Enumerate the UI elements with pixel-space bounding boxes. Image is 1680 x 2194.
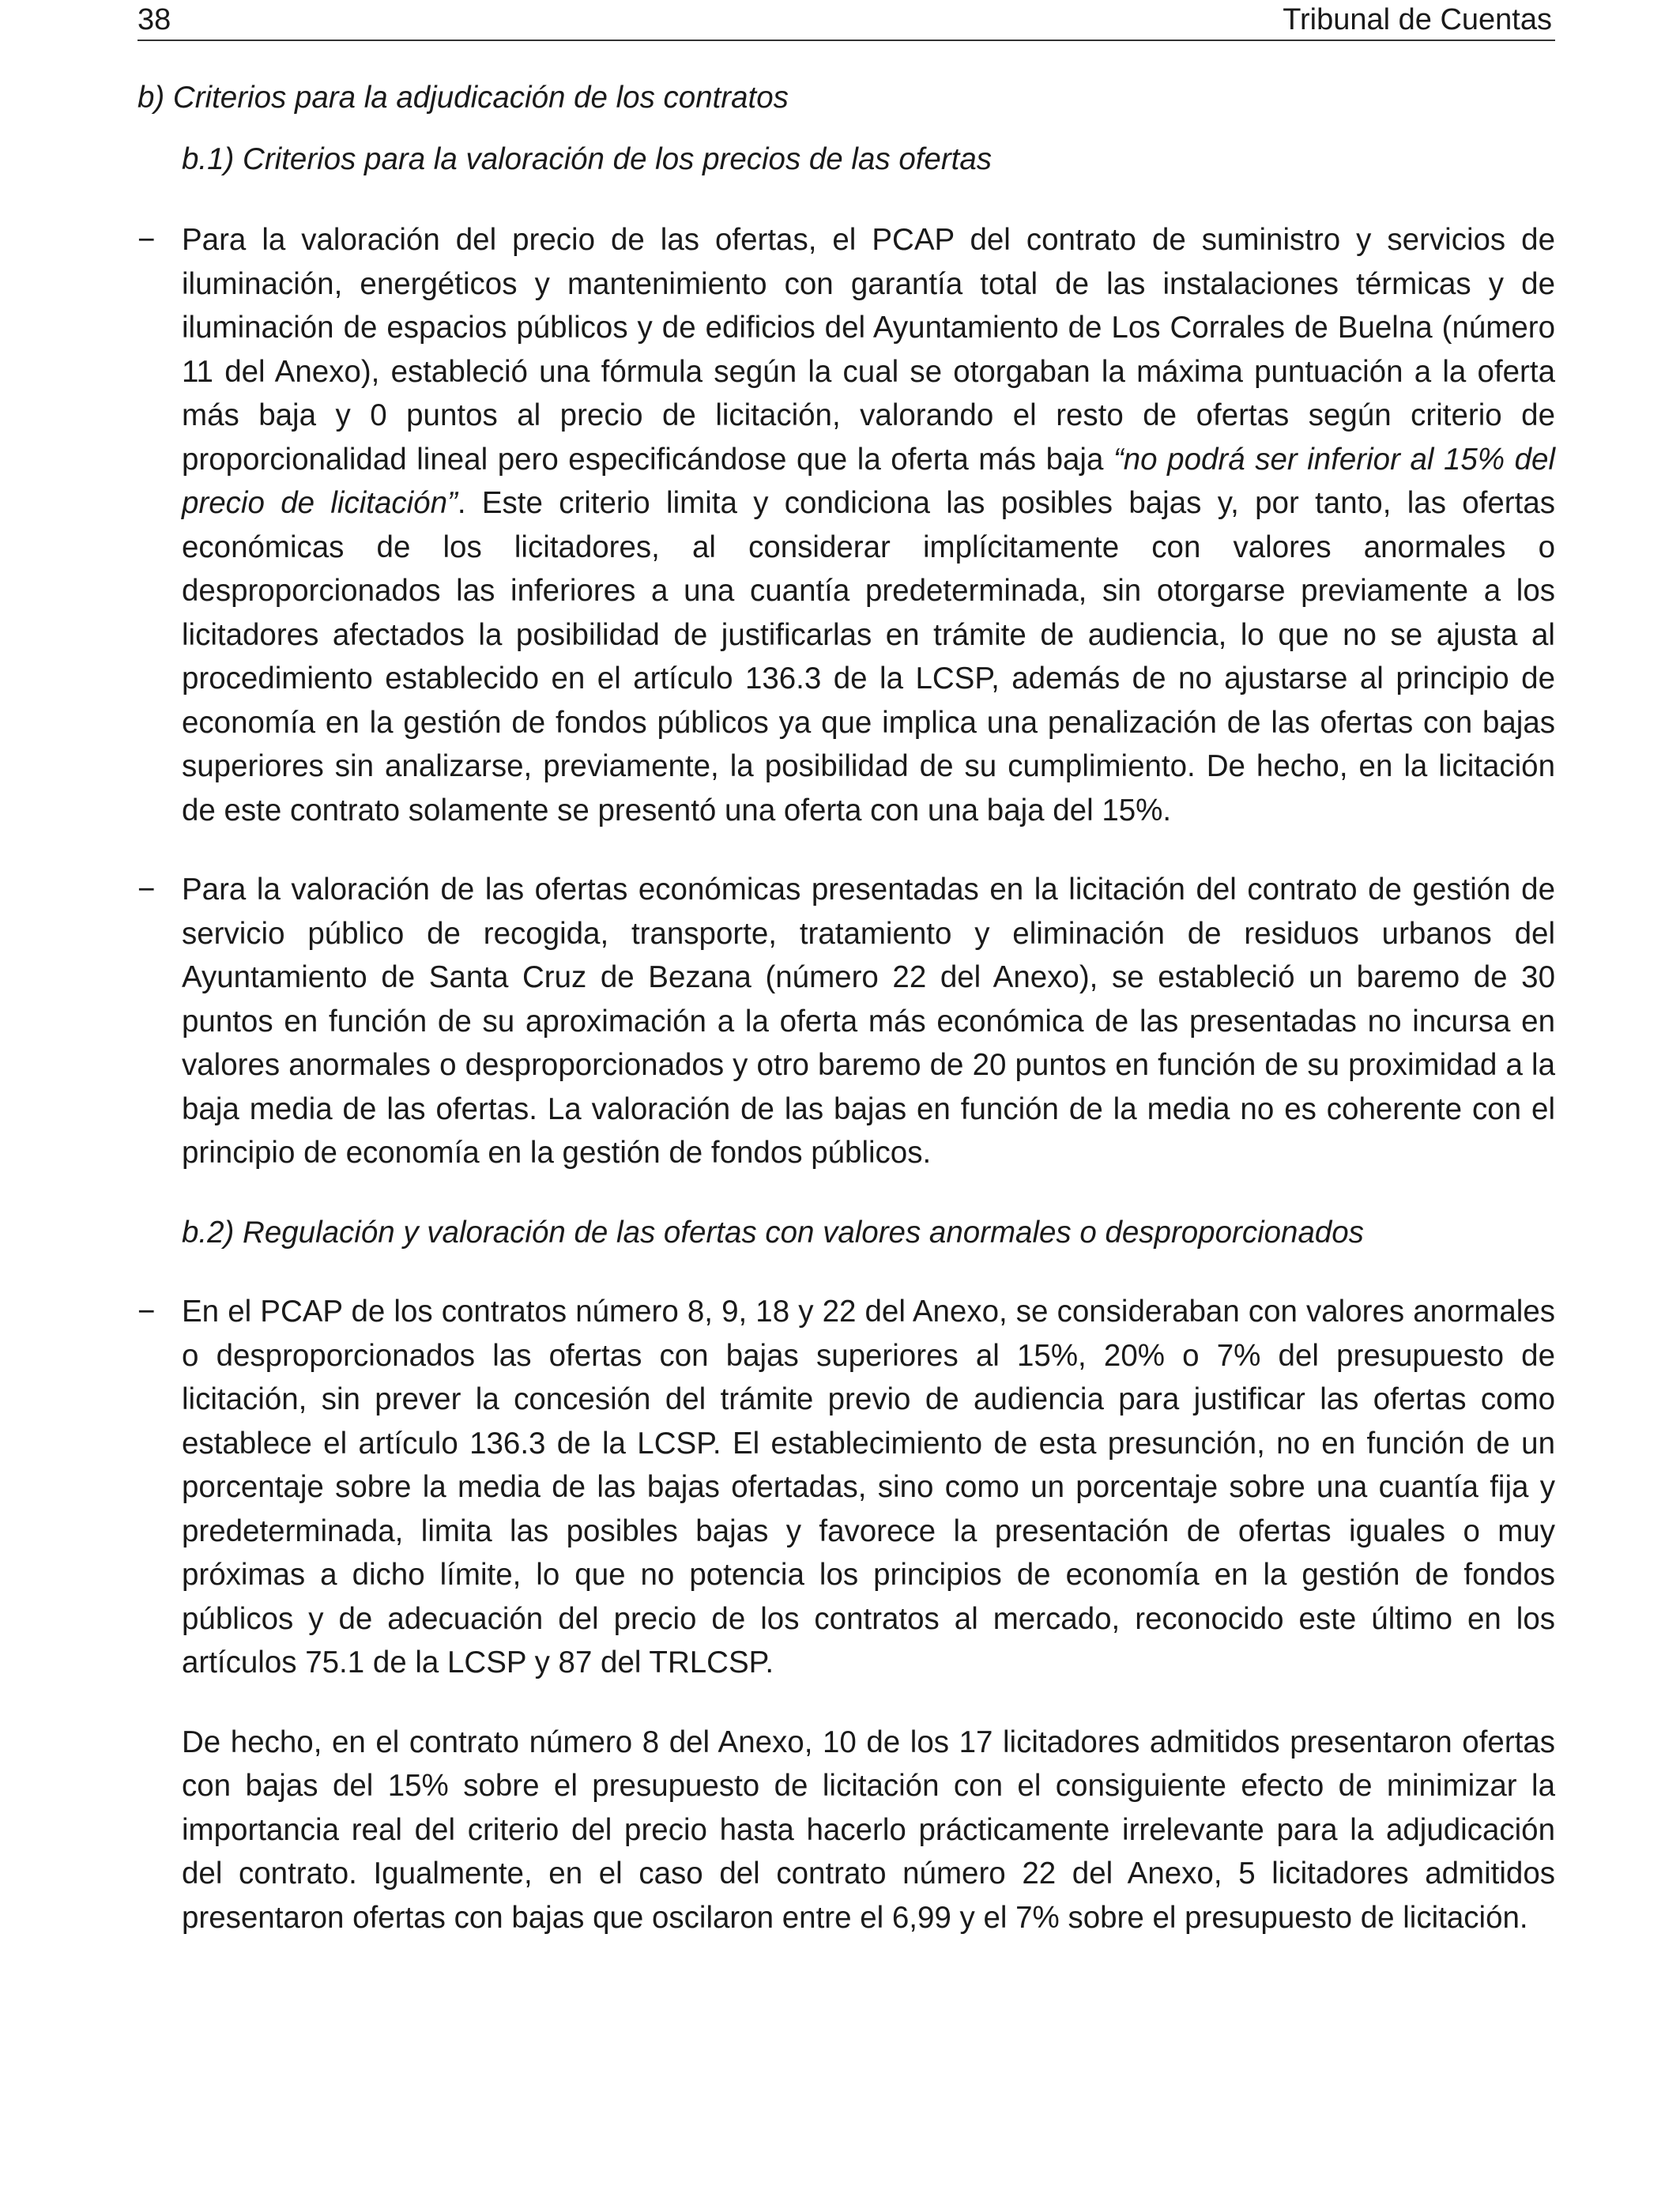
subsection-heading-b1: b.1) Criterios para la valoración de los precios de las ofertas (182, 141, 993, 176)
bullet-item-1 (137, 218, 1555, 832)
page-header (137, 0, 1555, 41)
bullet-item-2 (137, 868, 1555, 1175)
bullet-dash-icon: − (137, 223, 156, 257)
bullet-1-text-part2: . Este criterio limita y condiciona las posibles bajas y, por tanto, las ofertas económicas de los licitadores, al considerar implícitamente con valores anormales o desproporcionados las inferiores a una cuantía predeterminada, sin otorgarse previamente a los licitadores afectados la posibilidad de justificarlas en trámite de audiencia, lo que no se ajusta al procedimiento establecido en el artículo 136.3 de la LCSP, además de no ajustarse al principio de economía en la gestión de fondos públicos ya que implica una penalización de las ofertas con bajas superiores sin analizarse, previamente, la posibilidad de su cumplimiento. De hecho, en la licitación de este contrato solamente se presentó una oferta con una baja del 15%. (182, 486, 1555, 827)
bullet-dash-icon: − (137, 873, 156, 907)
bullet-2-text: Para la valoración de las ofertas económicas presentadas en la licitación del contrato de gestión de servicio público de recogida, transporte, tratamiento y eliminación de residuos urbanos del Ayuntamiento de Santa Cruz de Bezana (número 22 del Anexo), se estableció un baremo de 30 puntos en función de su aproximación a la oferta más económica de las presentadas no incursa en valores anormales o desproporcionados y otro baremo de 20 puntos en función de su proximidad a la baja media de las ofertas. La valoración de las bajas en función de la media no es coherente con el principio de economía en la gestión de fondos públicos. (182, 873, 1555, 1170)
page-number: 38 (137, 3, 171, 36)
section-heading-b: b) Criterios para la adjudicación de los contratos (137, 81, 789, 115)
bullet-dash-icon: − (137, 1295, 156, 1329)
subsection-heading-b2: b.2) Regulación y valoración de las ofertas con valores anormales o desproporcionados (182, 1215, 1364, 1250)
bullet-3-text: En el PCAP de los contratos número 8, 9, 18 y 22 del Anexo, se consideraban con valores anormales o desproporcionados las ofertas con bajas superiores al 15%, 20% o 7% del presupuesto de licitación, sin prever la concesión del trámite previo de audiencia para justificar las ofertas como establece el artículo 136.3 de la LCSP. El establecimiento de esta presunción, no en función de un porcentaje sobre la media de las bajas ofertadas, sino como un porcentaje sobre una cuantía fija y predeterminada, limita las posibles bajas y favorece la presentación de ofertas iguales o muy próximas a dicho límite, lo que no potencia los principios de economía en la gestión de fondos públicos y de adecuación del precio de los contratos al mercado, reconocido este último en los artículos 75.1 de la LCSP y 87 del TRLCSP. (182, 1295, 1555, 1679)
document-body (137, 76, 1555, 1940)
final-paragraph: De hecho, en el contrato número 8 del Anexo, 10 de los 17 licitadores admitidos presentaron ofertas con bajas del 15% sobre el presupuesto de licitación con el consiguiente efecto de minimizar la importancia real del criterio del precio hasta hacerlo prácticamente irrelevante para la adjudicación del contrato. Igualmente, en el caso del contrato número 22 del Anexo, 5 licitadores admitidos presentaron ofertas con bajas que oscilaron entre el 6,99 y el 7% sobre el presupuesto de licitación. (182, 1725, 1555, 1935)
bullet-1-quote: “no podrá ser inferior al 15% del precio de licitación” (182, 442, 1555, 520)
header-title: Tribunal de Cuentas (1283, 3, 1552, 36)
bullet-item-3 (137, 1290, 1555, 1685)
bullet-1-text-part1: Para la valoración del precio de las ofertas, el PCAP del contrato de suministro y servicios de iluminación, energéticos y mantenimiento con garantía total de las instalaciones térmicas y de iluminación de espacios públicos y de edificios del Ayuntamiento de Los Corrales de Buelna (número 11 del Anexo), estableció una fórmula según la cual se otorgaban la máxima puntuación a la oferta más baja y 0 puntos al precio de licitación, valorando el resto de ofertas según criterio de proporcionalidad lineal pero especificándose que la oferta más baja (182, 223, 1555, 477)
